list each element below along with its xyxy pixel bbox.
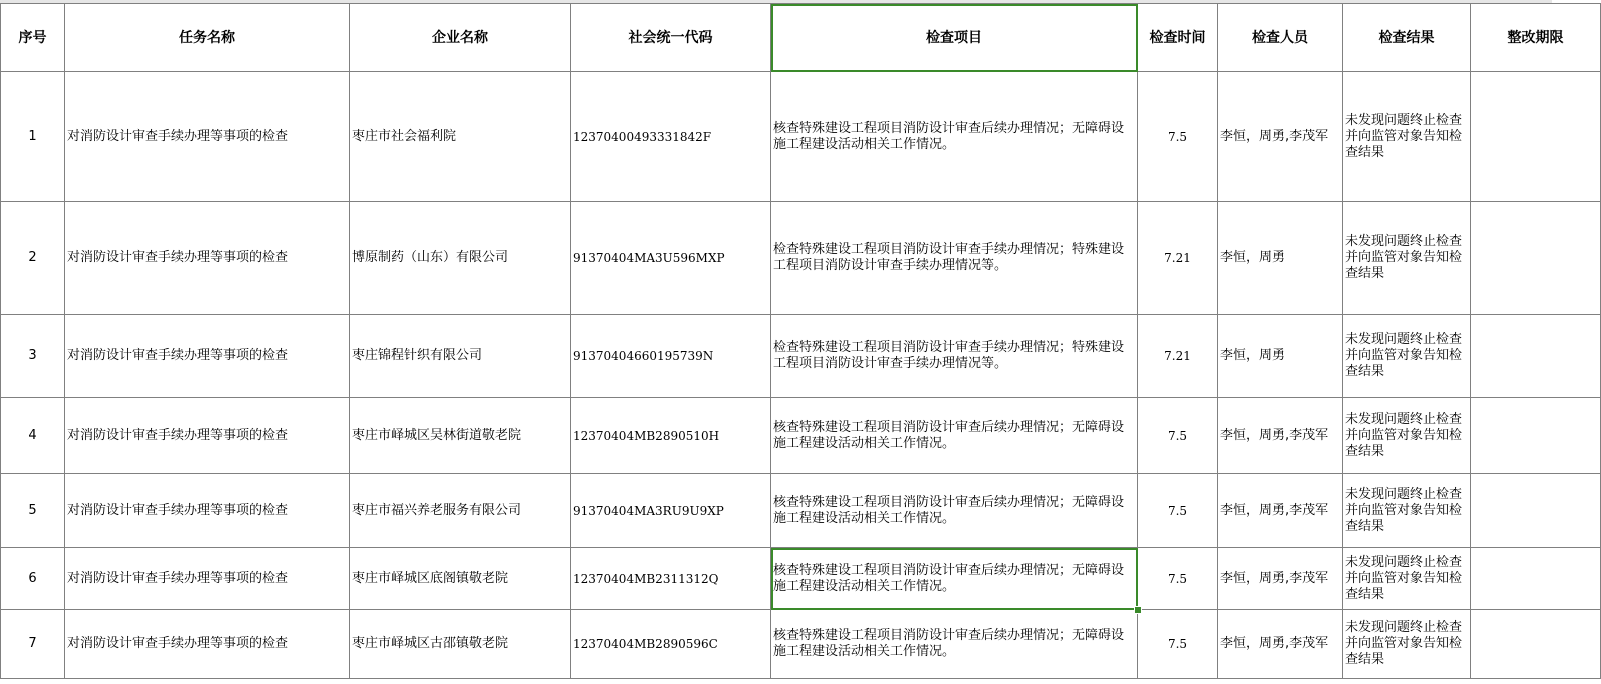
cell-no[interactable]: 1 — [1, 72, 65, 202]
cell-company[interactable]: 枣庄市社会福利院 — [350, 72, 571, 202]
header-cell-code[interactable]: 社会统一代码 — [571, 4, 771, 72]
cell-task[interactable]: 对消防设计审查手续办理等事项的检查 — [65, 398, 350, 474]
cell-no[interactable]: 2 — [1, 202, 65, 315]
cell-no[interactable]: 4 — [1, 398, 65, 474]
cell-time[interactable]: 7.21 — [1138, 315, 1218, 398]
header-cell-staff[interactable]: 检查人员 — [1218, 4, 1343, 72]
cell-company[interactable]: 枣庄市峄城区吴林街道敬老院 — [350, 398, 571, 474]
header-row — [1, 4, 1601, 72]
cell-result[interactable]: 未发现问题终止检查并向监管对象告知检查结果 — [1343, 398, 1471, 474]
cell-deadline[interactable] — [1471, 398, 1601, 474]
cell-staff[interactable]: 李恒，周勇,李茂军 — [1218, 548, 1343, 610]
cell-code[interactable]: 12370404MB2890596C — [571, 610, 771, 679]
table-row — [1, 315, 1601, 398]
cell-time[interactable]: 7.5 — [1138, 474, 1218, 548]
cell-item[interactable]: 核查特殊建设工程项目消防设计审查后续办理情况；无障碍设施工程建设活动相关工作情况。 — [771, 398, 1138, 474]
cell-deadline[interactable] — [1471, 315, 1601, 398]
cell-no[interactable]: 3 — [1, 315, 65, 398]
cell-staff[interactable]: 李恒，周勇 — [1218, 315, 1343, 398]
cell-task[interactable]: 对消防设计审查手续办理等事项的检查 — [65, 72, 350, 202]
cell-no[interactable]: 5 — [1, 474, 65, 548]
cell-no[interactable]: 6 — [1, 548, 65, 610]
cell-item[interactable]: 核查特殊建设工程项目消防设计审查后续办理情况；无障碍设施工程建设活动相关工作情况。 — [771, 72, 1138, 202]
header-cell-no[interactable]: 序号 — [1, 4, 65, 72]
table-row — [1, 398, 1601, 474]
cell-item[interactable]: 核查特殊建设工程项目消防设计审查后续办理情况；无障碍设施工程建设活动相关工作情况。 — [771, 610, 1138, 679]
cell-task[interactable]: 对消防设计审查手续办理等事项的检查 — [65, 474, 350, 548]
cell-code[interactable]: 12370400493331842F — [571, 72, 771, 202]
cell-result[interactable]: 未发现问题终止检查并向监管对象告知检查结果 — [1343, 610, 1471, 679]
cell-staff[interactable]: 李恒，周勇,李茂军 — [1218, 72, 1343, 202]
cell-result[interactable]: 未发现问题终止检查并向监管对象告知检查结果 — [1343, 548, 1471, 610]
cell-task[interactable]: 对消防设计审查手续办理等事项的检查 — [65, 610, 350, 679]
table-row — [1, 202, 1601, 315]
cell-code[interactable]: 91370404660195739N — [571, 315, 771, 398]
cell-company[interactable]: 博原制药（山东）有限公司 — [350, 202, 571, 315]
cell-result[interactable]: 未发现问题终止检查并向监管对象告知检查结果 — [1343, 72, 1471, 202]
cell-item[interactable]: 核查特殊建设工程项目消防设计审查后续办理情况；无障碍设施工程建设活动相关工作情况。 — [771, 474, 1138, 548]
cell-deadline[interactable] — [1471, 474, 1601, 548]
cell-deadline[interactable] — [1471, 548, 1601, 610]
cell-task[interactable]: 对消防设计审查手续办理等事项的检查 — [65, 548, 350, 610]
cell-company[interactable]: 枣庄市峄城区古邵镇敬老院 — [350, 610, 571, 679]
cell-staff[interactable]: 李恒，周勇 — [1218, 202, 1343, 315]
header-cell-deadline[interactable]: 整改期限 — [1471, 4, 1601, 72]
cell-company[interactable]: 枣庄市峄城区底阁镇敬老院 — [350, 548, 571, 610]
table-row — [1, 474, 1601, 548]
header-cell-task[interactable]: 任务名称 — [65, 4, 350, 72]
table-row — [1, 72, 1601, 202]
cell-task[interactable]: 对消防设计审查手续办理等事项的检查 — [65, 202, 350, 315]
cell-result[interactable]: 未发现问题终止检查并向监管对象告知检查结果 — [1343, 315, 1471, 398]
fill-handle[interactable] — [1134, 606, 1142, 614]
cell-result[interactable]: 未发现问题终止检查并向监管对象告知检查结果 — [1343, 474, 1471, 548]
cell-staff[interactable]: 李恒，周勇,李茂军 — [1218, 610, 1343, 679]
cell-company[interactable]: 枣庄市福兴养老服务有限公司 — [350, 474, 571, 548]
cell-code[interactable]: 12370404MB2311312Q — [571, 548, 771, 610]
cell-time[interactable]: 7.5 — [1138, 398, 1218, 474]
header-cell-time[interactable]: 检查时间 — [1138, 4, 1218, 72]
cell-deadline[interactable] — [1471, 202, 1601, 315]
inspection-table — [0, 3, 1601, 679]
cell-item[interactable]: 检查特殊建设工程项目消防设计审查手续办理情况；特殊建设工程项目消防设计审查手续办理情况等。 — [771, 315, 1138, 398]
cell-deadline[interactable] — [1471, 610, 1601, 679]
cell-code[interactable]: 91370404MA3RU9U9XP — [571, 474, 771, 548]
cell-code[interactable]: 12370404MB2890510H — [571, 398, 771, 474]
cell-time[interactable]: 7.21 — [1138, 202, 1218, 315]
header-cell-company[interactable]: 企业名称 — [350, 4, 571, 72]
cell-task[interactable]: 对消防设计审查手续办理等事项的检查 — [65, 315, 350, 398]
cell-time[interactable]: 7.5 — [1138, 548, 1218, 610]
header-cell-result[interactable]: 检查结果 — [1343, 4, 1471, 72]
cell-result[interactable]: 未发现问题终止检查并向监管对象告知检查结果 — [1343, 202, 1471, 315]
table-row — [1, 548, 1601, 610]
cell-code[interactable]: 91370404MA3U596MXP — [571, 202, 771, 315]
cell-deadline[interactable] — [1471, 72, 1601, 202]
cell-no[interactable]: 7 — [1, 610, 65, 679]
cell-staff[interactable]: 李恒，周勇,李茂军 — [1218, 398, 1343, 474]
cell-company[interactable]: 枣庄锦程针织有限公司 — [350, 315, 571, 398]
cell-staff[interactable]: 李恒，周勇,李茂军 — [1218, 474, 1343, 548]
cell-item[interactable]: 核查特殊建设工程项目消防设计审查后续办理情况；无障碍设施工程建设活动相关工作情况。 — [771, 548, 1138, 610]
cell-time[interactable]: 7.5 — [1138, 610, 1218, 679]
cell-item[interactable]: 检查特殊建设工程项目消防设计审查手续办理情况；特殊建设工程项目消防设计审查手续办理情况等。 — [771, 202, 1138, 315]
table-row — [1, 610, 1601, 679]
header-cell-item[interactable]: 检查项目 — [771, 4, 1138, 72]
cell-time[interactable]: 7.5 — [1138, 72, 1218, 202]
